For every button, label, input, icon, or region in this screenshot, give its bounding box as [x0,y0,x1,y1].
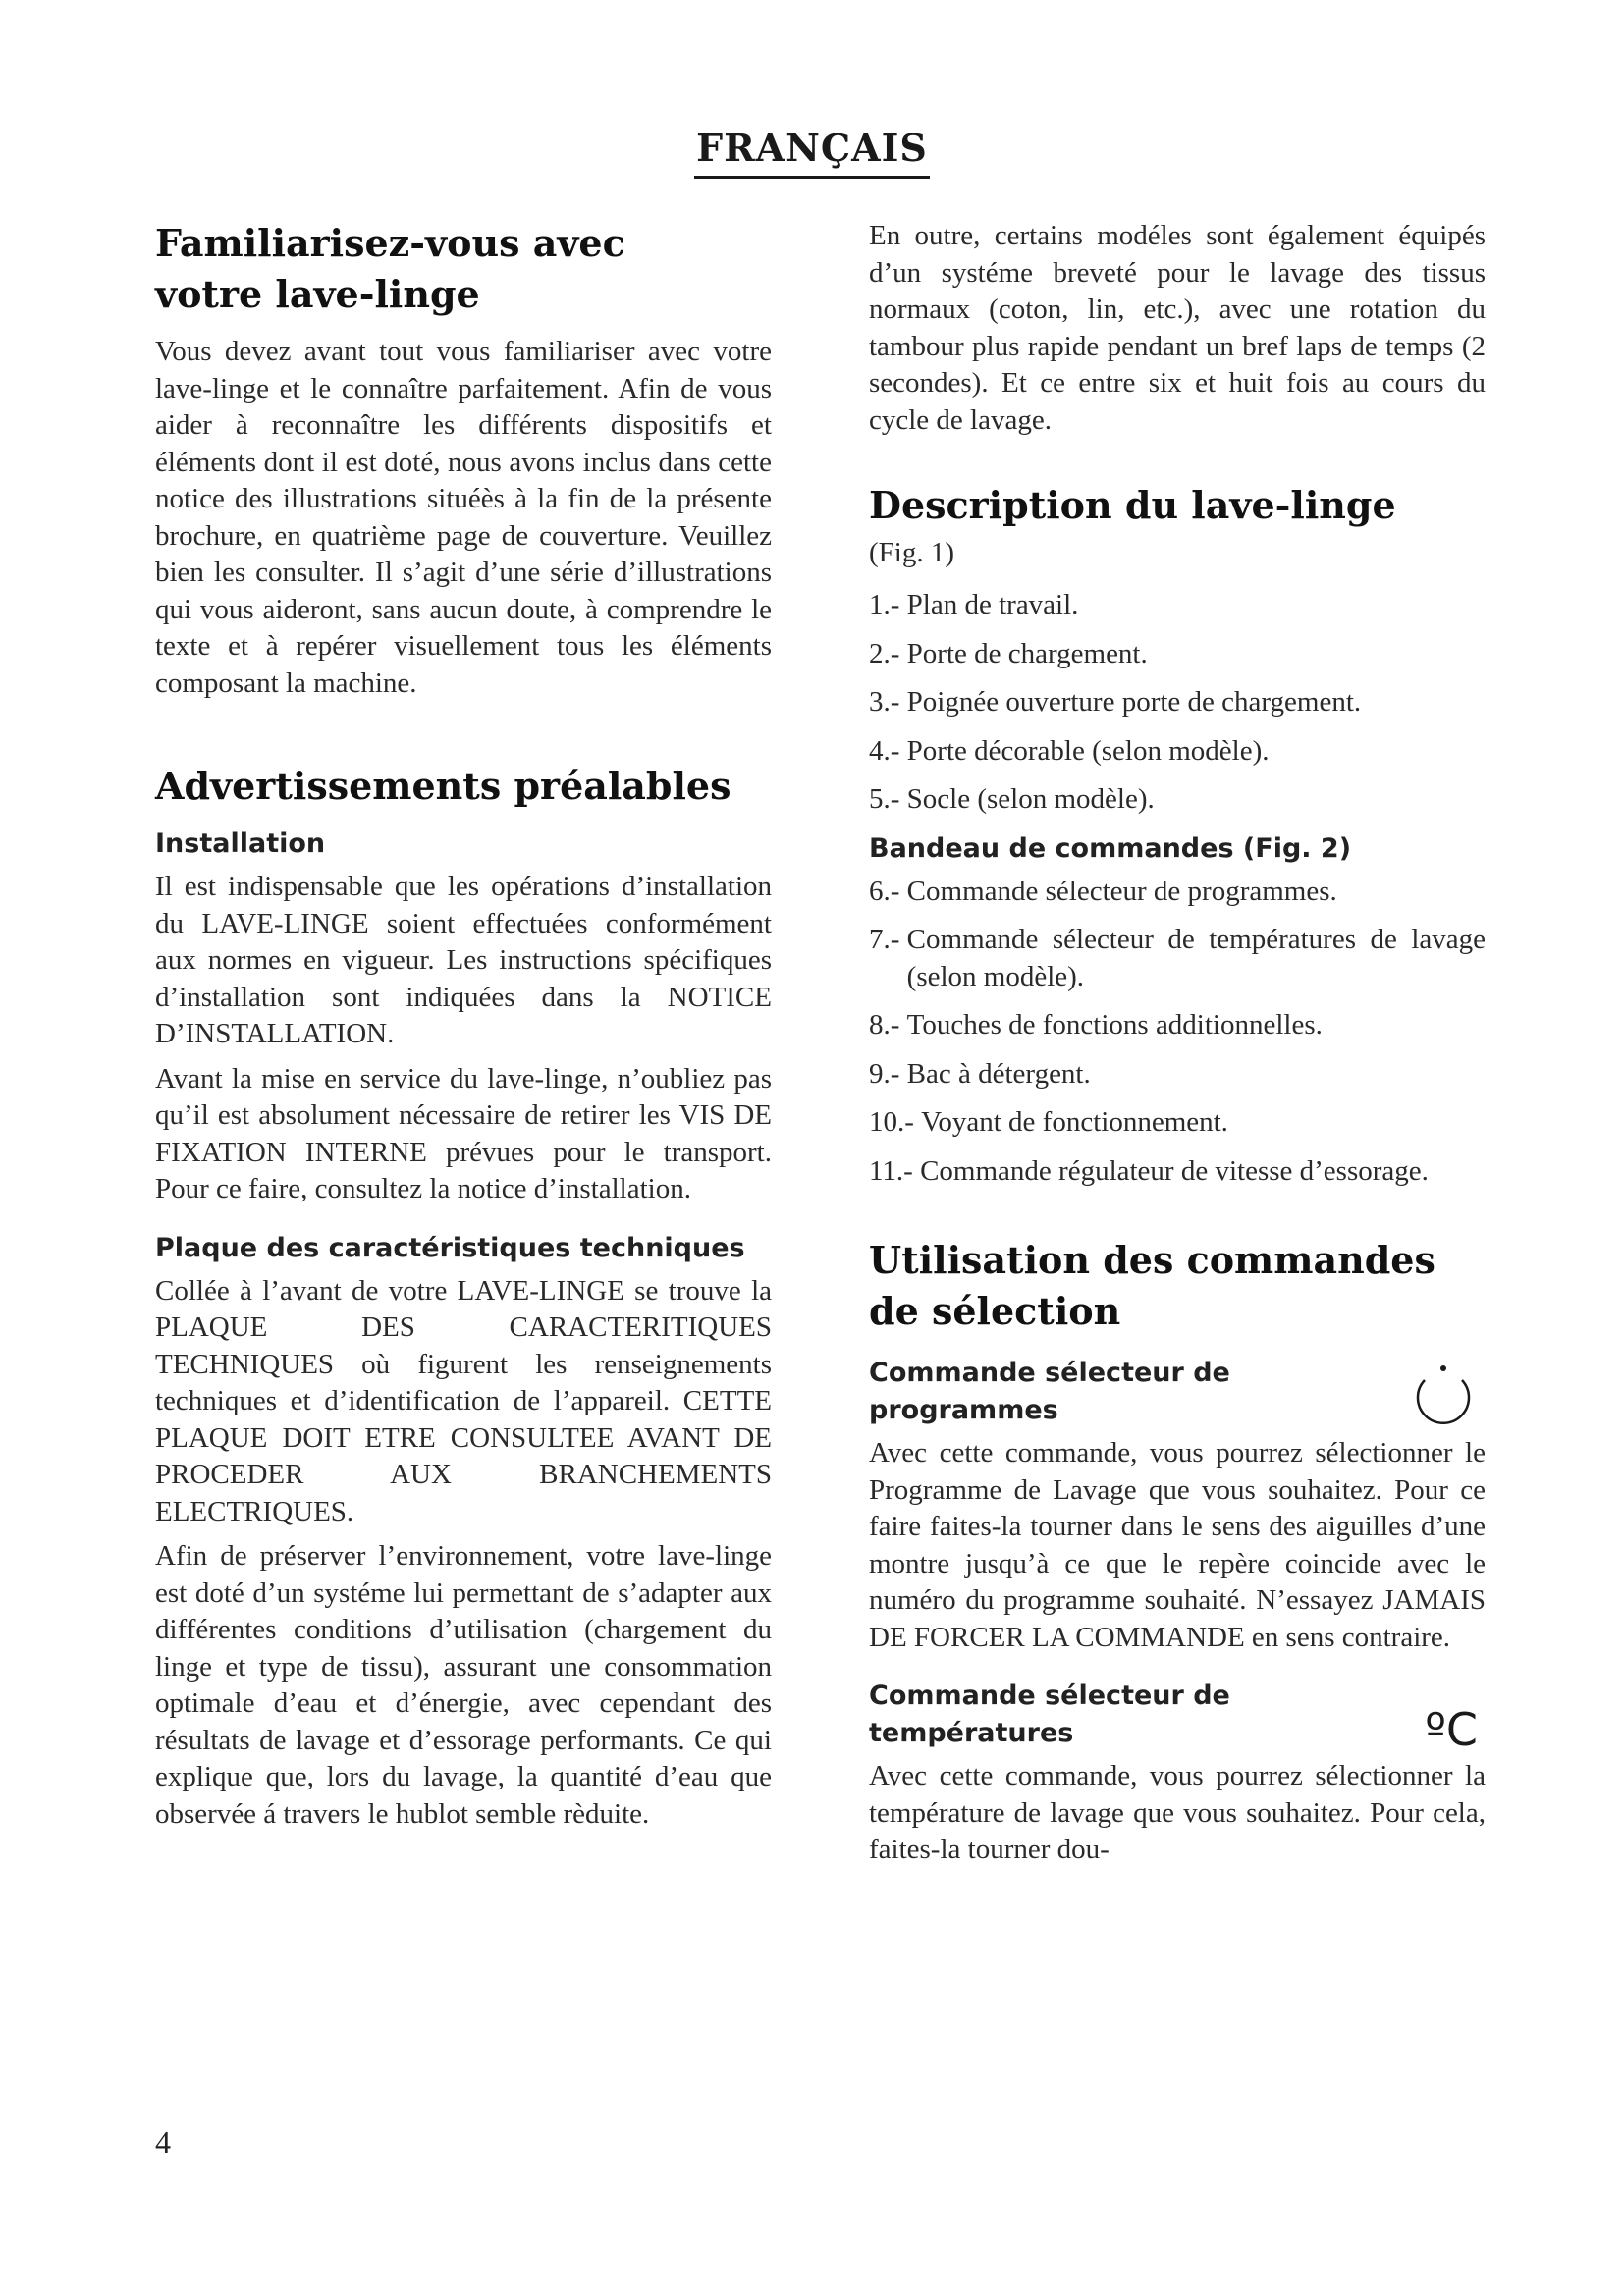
dial-icon [1409,1361,1478,1429]
familiarize-title-line2: votre lave-linge [155,272,480,316]
usage-title-line1: Utilisation des commandes [869,1238,1435,1282]
description-title: Description du lave-linge [869,483,1396,527]
program-selector-heading-row [869,1355,1486,1429]
list-item: 4.- Porte décorable (selon modèle). [869,734,1270,767]
intro-paragraph: En outre, certains modéles sont également équipés d’un systéme breveté pour le lavage des tissus normaux (coton, lin, etc.), avec une rotation du tambour plus rapide pendant un bref laps de temps (2 secondes). Et ce entre six et huit fois au cours du cycle de lavage. [869,220,1486,436]
left-column [155,218,772,1841]
warnings-title: Advertissements préalables [155,764,731,808]
installation-paragraph-1: Il est indispensable que les opérations d’installation du LAVE-LINGE soient effectuées conformément aux normes en vigueur. Les instructions spécifiques d’installation sont indiquées dans la NOTICE D’INSTALLATION. [155,871,772,1049]
list-item: 10.- Voyant de fonctionnement. [869,1106,1228,1138]
list-item: 11.- Commande régulateur de vitesse d’essorage. [869,1154,1429,1187]
page-number: 4 [155,2124,171,2160]
list-item: 3.- Poignée ouverture porte de chargement. [869,686,1362,718]
right-column [869,218,1486,1877]
parts-list [869,587,1486,819]
installation-paragraph-2: Avant la mise en service du lave-linge, n’oubliez pas qu’il est absolument nécessaire de retirer les VIS DE FIXATION INTERNE prévues pour le transport. Pour ce faire, consultez la notice d’installation. [155,1062,772,1204]
control-panel-heading: Bandeau de commandes (Fig. 2) [869,832,1352,864]
temperature-selector-heading-row [869,1678,1486,1756]
control-panel-list [869,874,1486,1191]
language-title: FRANÇAIS [694,126,930,179]
celsius-icon: ºC [1425,1703,1478,1756]
program-selector-body: Avec cette commande, vous pourrez sélectionner le Programme de Lavage que vous souhaitez. Pour ce faire faites-la tourner dans le sens des aiguilles d’une montre jusqu’à ce que le repère coincide avec le numéro du programme souhaité. N’essayez JAMAIS DE FORCER LA COMMANDE en sens contraire. [869,1437,1486,1653]
list-item: 9.- Bac à détergent. [869,1057,1091,1090]
language-header [0,126,1624,179]
familiarize-body: Vous devez avant tout vous familiariser avec votre lave-linge et le connaître parfaitement. Afin de vous aider à reconnaître les différents dispositifs et éléments dont il est doté, nous avons inclus dans cette notice des illustrations situéès à la fin de la présente brochure, en quatrième page de couverture. Veuillez bien les consulter. Il s’agit d’une série d’illustrations qui vous aideront, sans aucun doute, à comprendre le texte et à repérer visuellement tous les éléments composant la machine. [155,336,772,699]
program-selector-heading: Commande sélecteur de programmes [869,1358,1230,1425]
list-item: 2.- Porte de chargement. [869,637,1148,669]
temperature-selector-heading: Commande sélecteur de températures [869,1681,1230,1748]
list-item: 6.- Commande sélecteur de programmes. [869,875,1337,907]
list-item: 1.- Plan de travail. [869,589,1079,620]
plate-paragraph-2: Afin de préserver l’environnement, votre lave-linge est doté d’un systéme lui permettant de s’adapter aux différentes conditions d’utilisation (chargement du linge et type de tissu), assurant une consommation optimale d’eau et d’énergie, avec cependant des résultats de lavage et d’essorage performants. Ce qui explique que, lors du lavage, la quantité d’eau que observée á travers le hublot semble rèduite. [155,1540,772,1830]
temperature-selector-body: Avec cette commande, vous pourrez sélectionner la température de lavage que vous souhaitez. Pour cela, faites-la tourner dou- [869,1760,1486,1865]
usage-title-line2: de sélection [869,1289,1121,1333]
list-item: 5.- Socle (selon modèle). [869,783,1155,815]
familiarize-title-line1: Familiarisez-vous avec [155,221,625,265]
list-item: 8.- Touches de fonctions additionnelles. [869,1009,1323,1041]
list-item: 7.- Commande sélecteur de températures de lavage (selon modèle). [869,924,1486,992]
plate-heading: Plaque des caractéristiques techniques [155,1232,745,1263]
familiarize-title [155,218,772,320]
usage-title [869,1235,1486,1337]
plate-paragraph-1: Collée à l’avant de votre LAVE-LINGE se trouve la PLAQUE DES CARACTERITIQUES TECHNIQUES où figurent les renseignements techniques et d’identification de l’appareil. CETTE PLAQUE DOIT ETRE CONSULTEE AVANT DE PROCEDER AUX BRANCHEMENTS ELECTRIQUES. [155,1274,772,1527]
figure-reference: (Fig. 1) [869,537,954,568]
installation-heading: Installation [155,828,326,859]
